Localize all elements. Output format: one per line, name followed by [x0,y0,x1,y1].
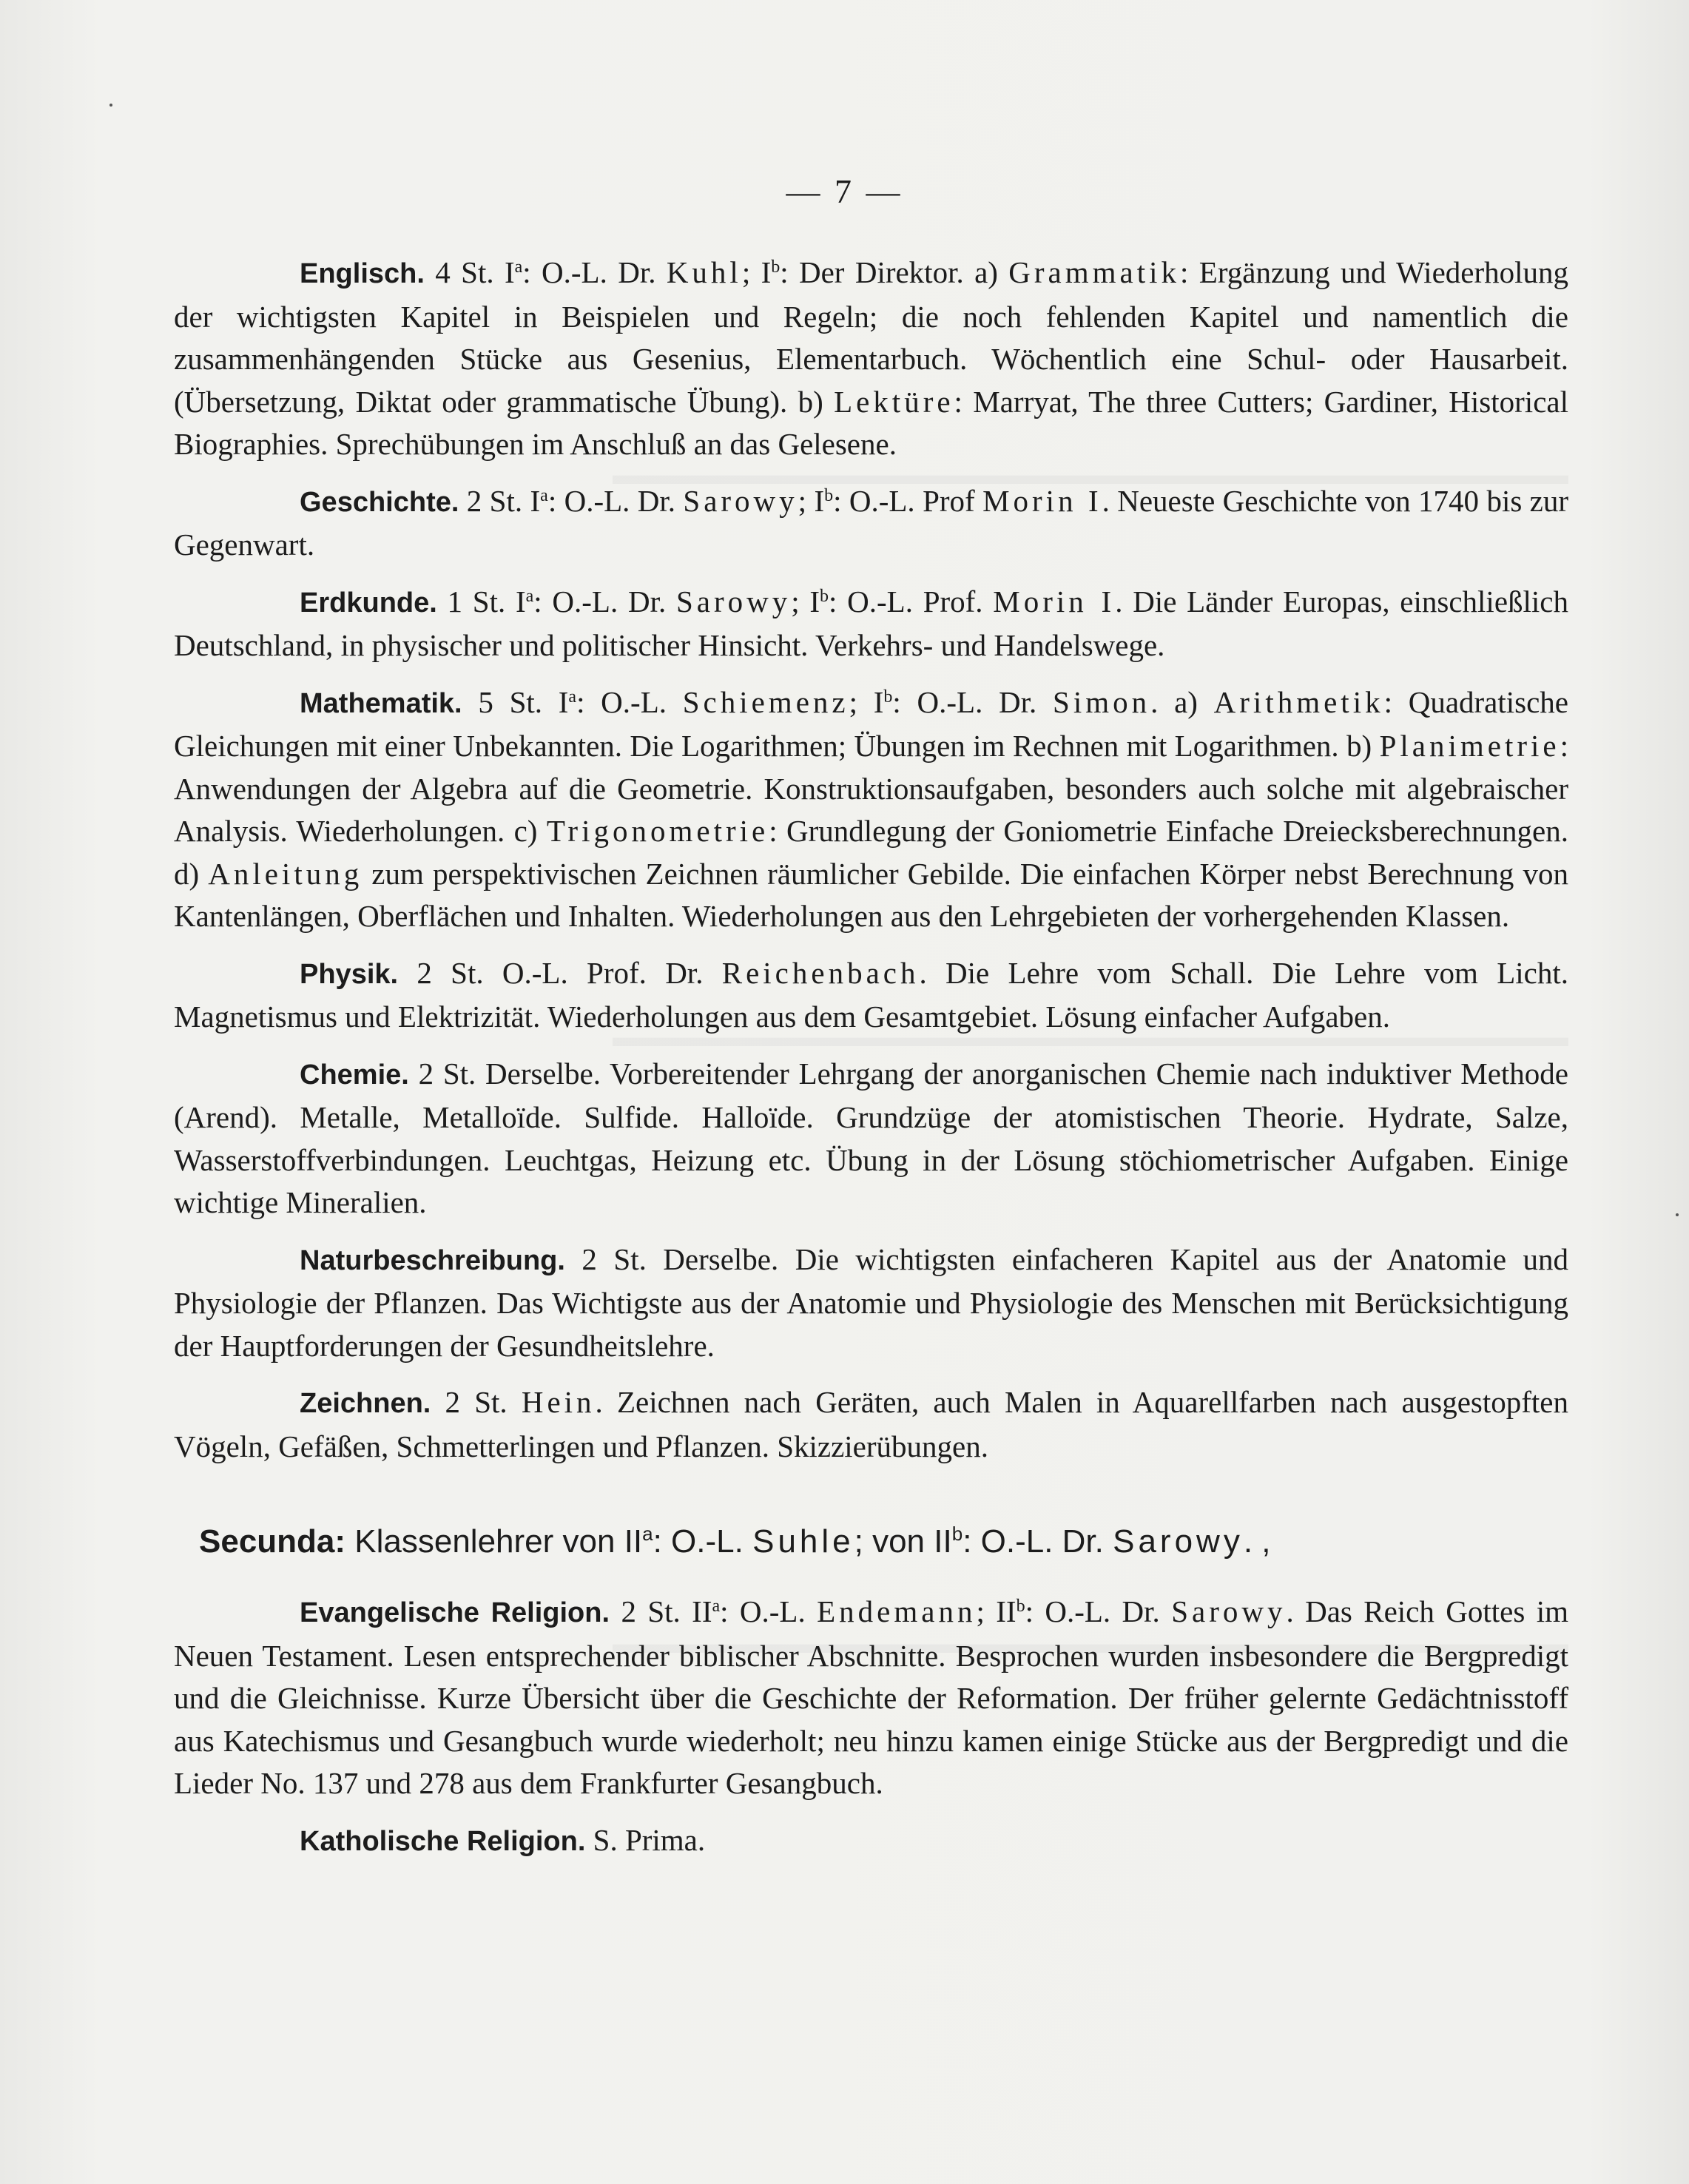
subject-title: Katholische Religion. [300,1825,586,1857]
prima-section [174,252,1568,1468]
main-text [174,252,1568,1877]
text-run: : Grundlegung der Goniometrie Einfache Dreiecksberechnungen. d) [174,814,1568,891]
text-run: : O.-L. Prof. [829,584,994,619]
subject-title: Physik. [300,958,399,990]
subject-title: Mathematik. [300,687,462,719]
text-run: . Zeichnen nach Geräten, auch Malen in Aquarellfarben nach ausgestopften Vögeln, Gefäßen, Schmetterlingen und Pflanzen. Skizzierübungen. [174,1385,1568,1463]
subject-paragraph [174,480,1568,567]
subject-paragraph [174,1819,1568,1864]
subject-paragraph [174,1238,1568,1368]
subject-title: Evangelische Religion. [300,1597,610,1628]
text-run: ; I [849,684,884,719]
text-run: . , [1243,1523,1271,1560]
subject-paragraph [174,1591,1568,1805]
superscript-class-mark: b [883,687,893,707]
spaced-name: Endemann [817,1594,977,1628]
spaced-name: Arithmetik [1213,684,1384,719]
superscript-class-mark: b [1016,1597,1025,1616]
spaced-name: Trigonometrie [546,814,769,848]
superscript-class-mark: a [712,1597,721,1616]
text-run: 2 St. Derselbe. Die wichtigsten einfacheren Kapitel aus der Anatomie und Physiologie der Pflanzen. Das Wichtigste aus der Anatomie und Physiologie des Menschen mit Berücksichtigung der Hauptforderungen der Gesundheitslehre. [174,1241,1568,1363]
text-run: . Die Lehre vom Schall. Die Lehre vom Licht. Magnetismus und Elektrizität. Wiederholungen aus dem Gesamtgebiet. Lösung einfacher Aufgaben. [174,955,1569,1034]
superscript-class-mark: a [568,687,577,707]
text-run: : O.-L. Dr. [547,483,684,518]
text-run: : O.-L. [720,1594,817,1628]
superscript-class-mark: b [824,485,834,505]
subject-title: Zeichnen. [300,1388,431,1419]
superscript-class-mark: a [514,257,523,277]
spaced-name: Suhle [752,1523,854,1560]
spaced-name: Kuhl [666,255,742,289]
superscript-class-mark: a [525,586,534,606]
subject-title: Erdkunde. [300,587,437,619]
secunda-heading [199,1520,1568,1564]
spaced-name: Grammatik [1008,255,1181,289]
superscript-class-mark: b [951,1523,963,1545]
text-run: ; von II [854,1523,952,1560]
text-run: : O.-L. Prof [833,483,983,518]
superscript-class-mark: a [642,1523,653,1545]
text-run: : Marryat, The three Cutters; Gardiner, Historical Biographies. Sprechübungen im Anschluß an das Gelesene. [174,384,1568,461]
subject-paragraph [174,1381,1568,1468]
text-run: ; I [798,483,825,518]
text-run: : Anwendungen der Algebra auf die Geometrie. Konstruktionsaufgaben, besonders auch solche mit algebraischer Analysis. Wiederholungen. c) [174,729,1568,848]
text-run: 1 St. I [436,584,526,619]
text-run: 2 St. I [459,483,541,518]
heading-label: Secunda: [199,1523,346,1560]
text-run: ; I [791,584,820,619]
spaced-name: Schiemenz [682,684,849,719]
text-run: S. Prima. [585,1822,706,1857]
spaced-name: Sarowy [675,584,792,619]
spaced-name: Sarowy [683,483,798,518]
text-run: : O.-L. Dr. [892,684,1053,719]
text-run: 2 St. Derselbe. Vorbereitender Lehrgang der anorganischen Chemie nach induktiver Methode (Arend). Metalle, Metalloïde. Sulfide. Halloïde. Grundzüge der atomistischen Theorie. Hydrate, Salze, Wasserstoffverbindungen. Leuchtgas, Heizung etc. Übung in der Lösung stöchiometrischer Aufgaben. Einige wichtige Mineralien. [174,1056,1568,1219]
subject-paragraph [174,252,1568,466]
text-run: 5 St. I [462,684,569,719]
subject-paragraph [174,581,1568,667]
text-run: zum perspektivischen Zeichnen räumlicher Gebilde. Die einfachen Körper nebst Berechnung von Kantenlängen, Oberflächen und Inhalten. Wiederholungen aus den Lehrgebieten der vorhergehenden Klassen. [174,856,1569,933]
text-run: 2 St. [431,1385,522,1419]
subject-paragraph [174,681,1568,938]
text-run: : O.-L. [653,1523,753,1560]
spaced-name: Morin I [993,584,1116,619]
spaced-name: Sarowy [1171,1594,1287,1628]
subject-title: Geschichte. [300,486,459,518]
spaced-name: Hein [521,1385,596,1419]
text-run: . Neueste Geschichte von 1740 bis zur Gegenwart. [174,483,1569,562]
text-run: 2 St. O.-L. Prof. Dr. [398,955,722,990]
text-run: : O.-L. Dr. [963,1523,1113,1560]
superscript-class-mark: b [771,257,781,277]
subject-paragraph [174,952,1568,1039]
text-run: : Quadratische Gleichungen mit einer Unbekannten. Die Logarithmen; Übungen im Rechnen mit Logarithmen. b) [174,684,1569,763]
secunda-section [174,1591,1568,1863]
text-run: : O.-L. Dr. [533,584,676,619]
superscript-class-mark: a [540,485,548,505]
text-run: : O.-L. Dr. [522,255,667,289]
page-number: — 7 — [786,172,903,210]
spaced-name: Planimetrie [1379,729,1560,763]
subject-title: Chemie. [300,1059,409,1091]
text-run: : Ergänzung und Wiederholung der wichtigsten Kapitel in Beispielen und Regeln; die noch fehlenden Kapitel und namentlich die zusammenhängenden Stücke aus Gesenius, Elementarbuch. Wöchentlich eine Schul- oder Hausarbeit. (Übersetzung, Diktat oder grammatische Übung). b) [174,255,1569,419]
superscript-class-mark: b [820,586,829,606]
text-run: : O.-L. [576,684,683,719]
text-run: . Die Länder Europas, einschließlich Deutschland, in physischer und politischer Hinsicht. Verkehrs- und Handelswege. [174,584,1569,662]
subject-title: Englisch. [300,258,425,289]
text-run: ; I [741,255,772,289]
text-run: . Das Reich Gottes im Neuen Testament. Lesen entsprechender biblischer Abschnitte. Besprochen wurden insbesondere die Bergpredigt und die Gleichnisse. Kurze Übersicht über die Geschichte der Reformation. Der früher gelernte Gedächtnisstoff aus Katechismus und Gesangbuch wurde wiederholt; neu hinzu kamen einige Stücke aus der Bergpredigt und die Lieder No. 137 und 278 aus dem Frankfurter Gesangbuch. [174,1594,1568,1800]
spaced-name: Reichenbach [721,955,920,990]
spaced-name: Morin I [982,483,1102,518]
text-run: 4 St. I [424,255,515,289]
spaced-name: Anleitung [208,856,363,891]
spaced-name: Lektüre [834,384,954,419]
subject-title: Naturbeschreibung. [300,1244,565,1276]
text-run: : Der Direktor. a) [780,255,1009,289]
text-run: . a) [1150,684,1214,719]
spaced-name: Simon [1053,684,1151,719]
paper-speck [109,104,112,107]
text-run: 2 St. II [610,1594,712,1628]
text-run: Klassenlehrer von II [345,1523,643,1560]
spaced-name: Sarowy [1113,1523,1244,1560]
subject-paragraph [174,1053,1568,1224]
paper-speck [1676,1213,1679,1216]
text-run: : O.-L. Dr. [1025,1594,1172,1628]
text-run: ; II [976,1594,1017,1628]
